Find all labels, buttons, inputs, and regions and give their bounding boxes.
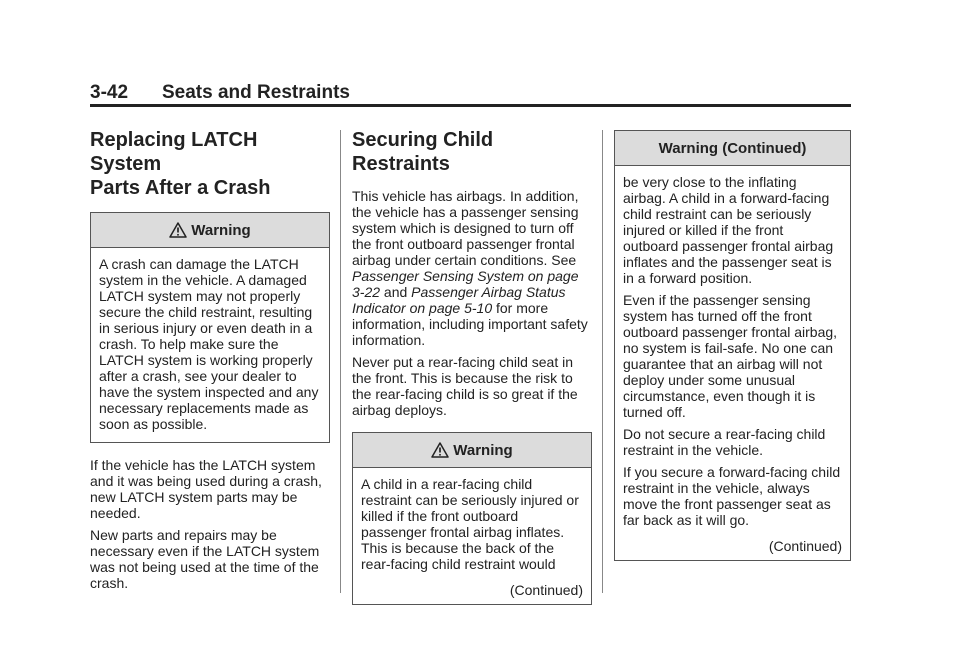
- latch-heading: [90, 128, 330, 200]
- child-restraints-heading: Securing Child Restraints: [352, 129, 494, 175]
- page-header: [90, 82, 850, 106]
- page-number: 3-42: [90, 82, 129, 103]
- warning-text: A crash can damage the LATCH system in the vehicle. A damaged LATCH system may not properly secure the child restraint, resulting in serious injury or even death in a crash. To help make sure the LATCH system is working properly after a crash, see your dealer to have the system inspected and any necessary replacements made as soon as possible.: [99, 256, 319, 432]
- latch-paragraph-2: New parts and repairs may be necessary even if the LATCH system was not being used at the time of the crash.: [90, 527, 320, 591]
- latch-paragraph-1: If the vehicle has the LATCH system and it was being used during a crash, new LATCH system parts may be needed.: [90, 457, 322, 521]
- rear-facing-warning-box: [352, 432, 592, 605]
- warning-title: Warning: [191, 221, 251, 239]
- continued-label: (Continued): [509, 582, 583, 598]
- warning-text: A child in a rear-facing child restraint can be seriously injured or killed if the front outboard passenger frontal airbag inflates. This is because the back of the rear-facing child restraint would: [361, 476, 579, 572]
- airbag-paragraph-text-a: This vehicle has airbags. In addition, the vehicle has a passenger sensing system which is designed to turn off the front outboard passenger frontal airbag under certain conditions. See: [352, 188, 579, 268]
- warning-box-header: [353, 433, 591, 468]
- latch-warning-box: [90, 212, 330, 443]
- warning-title: Warning: [453, 441, 513, 459]
- section-title: Seats and Restraints: [162, 82, 350, 103]
- column-divider-1: [340, 130, 341, 593]
- warning-icon: [169, 222, 187, 238]
- airbag-status-reference[interactable]: Passenger Airbag Status Indicator on page 5-10: [352, 284, 566, 316]
- header-rule: [90, 104, 851, 107]
- warning-paragraph-2: Even if the passenger sensing system has turned off the front outboard passenger frontal airbag, no system is fail-safe. No one can guarantee that an airbag will not deploy under some unusual circumstance, even though it is turned off.: [623, 292, 838, 420]
- rear-facing-paragraph: Never put a rear-facing child seat in the front. This is because the risk to the rear-facing child is so great if the airbag deploys.: [352, 354, 578, 418]
- warning-paragraph-3: Do not secure a rear-facing child restraint in the vehicle.: [623, 426, 826, 458]
- column-2: [352, 128, 592, 605]
- warning-paragraph-4: If you secure a forward-facing child restraint in the vehicle, always move the front passenger seat as far back as it will go.: [623, 464, 841, 528]
- airbag-paragraph-and: and: [380, 284, 412, 300]
- airbag-paragraph-text-b: for more information, including important safety information.: [352, 300, 588, 348]
- airbag-paragraph: [352, 188, 592, 348]
- continued-warning-box: [614, 130, 851, 561]
- column-3: [614, 130, 851, 561]
- latch-heading-line1: Replacing LATCH System: [90, 129, 258, 175]
- warning-box-header: [91, 213, 329, 248]
- column-1: [90, 128, 330, 597]
- continued-label: (Continued): [768, 538, 842, 554]
- warning-icon: [431, 442, 449, 458]
- column-divider-2: [602, 130, 603, 593]
- latch-heading-line2: Parts After a Crash: [90, 177, 271, 199]
- warning-continued-title: Warning (Continued): [615, 131, 850, 166]
- warning-paragraph-1: be very close to the inflating airbag. A child in a forward-facing child restraint can be seriously injured or killed if the front outboard passenger frontal airbag inflates and the passenger seat is in a forward position.: [623, 174, 834, 286]
- passenger-sensing-reference[interactable]: Passenger Sensing System on page 3-22: [352, 268, 579, 300]
